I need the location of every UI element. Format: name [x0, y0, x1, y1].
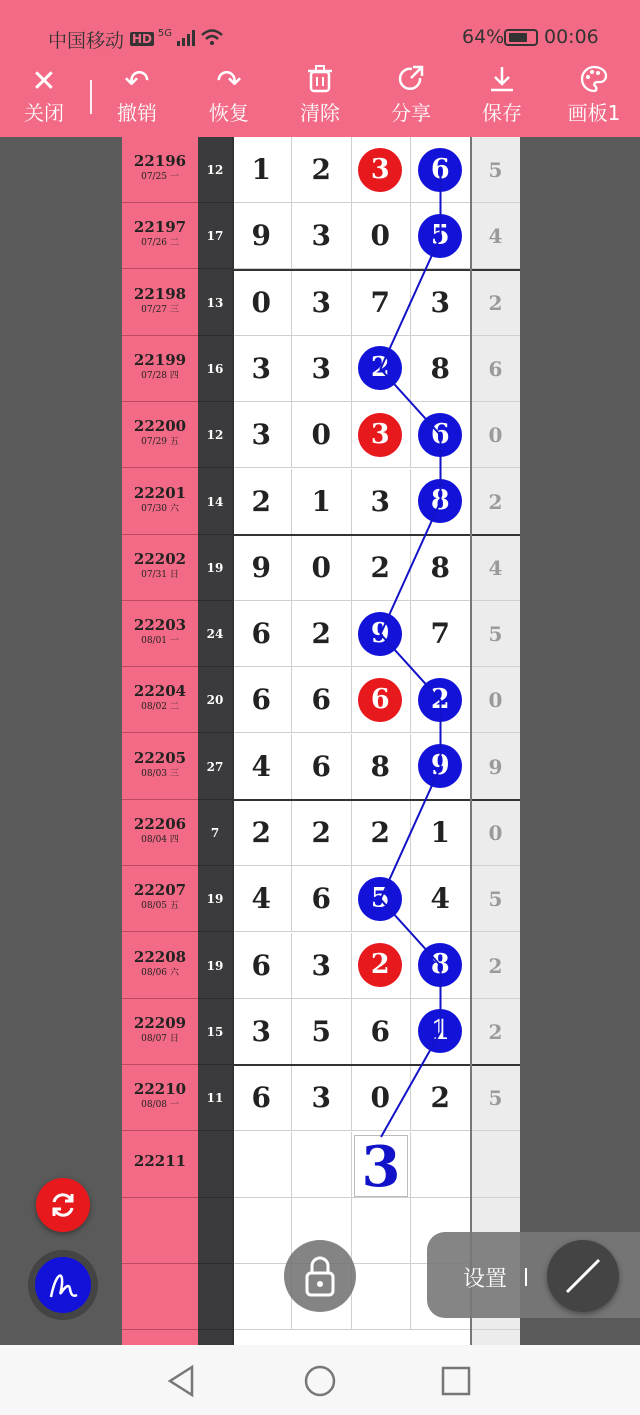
issue-cell: [122, 1132, 198, 1198]
digit-cell[interactable]: 2: [292, 601, 352, 667]
share-button[interactable]: [371, 64, 451, 134]
digit-cell[interactable]: 3: [232, 999, 292, 1065]
blue-ball: 5: [418, 214, 462, 258]
wifi-icon: [200, 28, 224, 46]
digit-cell[interactable]: 2: [351, 535, 411, 601]
issue-number: 22199: [133, 350, 187, 369]
clock: 00:06: [544, 26, 599, 48]
home-icon: [300, 1361, 340, 1401]
tail-cell: 2: [470, 469, 520, 535]
group-separator: [232, 269, 520, 271]
digit-cell[interactable]: 4: [411, 866, 471, 932]
table-row: [122, 866, 520, 932]
issue-cell: [122, 999, 198, 1065]
digit-cell[interactable]: 3: [292, 933, 352, 999]
digit-cell[interactable]: [411, 137, 471, 203]
carrier-name: 中国移动: [48, 30, 125, 52]
group-separator: [232, 1064, 520, 1066]
digit-cell[interactable]: [351, 601, 411, 667]
blue-ball: 9: [418, 744, 462, 788]
issue-cell: [122, 469, 198, 535]
issue-cell: [122, 336, 198, 402]
table-row: [122, 800, 520, 866]
tail-cell: [470, 1132, 520, 1198]
line-tool-icon: [547, 1240, 619, 1312]
pen-color-swatch: [35, 1257, 91, 1313]
issue-number: [122, 1198, 198, 1218]
digit-cell[interactable]: 3: [232, 336, 292, 402]
issue-cell: [122, 1065, 198, 1131]
digit-cell[interactable]: 0: [232, 270, 292, 336]
recents-icon: [436, 1361, 476, 1401]
issue-cell: [122, 601, 198, 667]
digit-cell[interactable]: 6: [232, 601, 292, 667]
sum-cell: [198, 1198, 232, 1264]
redo-label: 恢复: [209, 101, 249, 125]
group-separator: [232, 534, 520, 536]
issue-cell: [122, 667, 198, 733]
digit-cell[interactable]: 9: [232, 203, 292, 269]
palette-icon: [554, 64, 634, 100]
issue-cell: [122, 734, 198, 800]
group-separator: [232, 799, 520, 801]
back-icon: [162, 1361, 202, 1401]
digit-cell[interactable]: [232, 1264, 292, 1330]
issue-date: 08/04 四: [141, 835, 179, 845]
digit-cell[interactable]: 3: [411, 270, 471, 336]
blue-ball: 1: [418, 1009, 462, 1053]
red-ball: 3: [358, 413, 402, 457]
line-tool-button[interactable]: [547, 1240, 619, 1312]
blue-ball: 6: [418, 413, 462, 457]
issue-date: 08/05 五: [141, 901, 179, 912]
board-button[interactable]: [554, 64, 634, 134]
digit-cell[interactable]: 1: [232, 137, 292, 203]
digit-cell[interactable]: 9: [232, 535, 292, 601]
digit-cell[interactable]: 6: [232, 933, 292, 999]
digit-cell[interactable]: 3: [232, 402, 292, 468]
issue-number: 22202: [133, 549, 187, 568]
status-bar: [0, 0, 640, 60]
digit-cell[interactable]: [351, 402, 411, 468]
digit-cell[interactable]: [351, 933, 411, 999]
recents-button[interactable]: [436, 1361, 476, 1401]
digit-cell[interactable]: 3: [292, 270, 352, 336]
download-icon: [462, 64, 542, 100]
scribble-icon: [35, 1257, 91, 1313]
digit-cell[interactable]: 8: [411, 535, 471, 601]
grid-border-right: [470, 137, 472, 1345]
issue-date: 08/07 日: [141, 1033, 179, 1044]
sum-cell: 14: [198, 469, 232, 535]
issue-number: 22207: [133, 881, 187, 900]
tail-cell: 5: [470, 866, 520, 932]
issue-cell: [122, 535, 198, 601]
issue-number: 22209: [133, 1013, 187, 1032]
close-icon: ✕: [31, 64, 57, 99]
battery-percent: 64%: [462, 26, 505, 48]
refresh-icon: [48, 1190, 78, 1220]
sum-cell: 24: [198, 601, 232, 667]
undo-label: 撤销: [117, 101, 157, 125]
digit-cell[interactable]: 7: [351, 270, 411, 336]
digit-cell[interactable]: [232, 1198, 292, 1264]
digit-cell[interactable]: 4: [232, 734, 292, 800]
share-label: 分享: [391, 101, 431, 125]
tail-cell: 2: [470, 999, 520, 1065]
issue-number: 22201: [133, 483, 187, 502]
home-button[interactable]: [300, 1361, 340, 1401]
issue-cell: [122, 1264, 198, 1330]
network-indicator: [130, 28, 224, 46]
issue-date: 08/03 三: [141, 768, 179, 779]
digit-cell[interactable]: 6: [351, 999, 411, 1065]
top-bar: [0, 0, 640, 137]
digit-cell[interactable]: [411, 203, 471, 269]
undo-icon: ↶: [124, 64, 150, 99]
issue-date: 07/27 三: [141, 304, 179, 315]
tail-cell: 6: [470, 336, 520, 402]
sum-cell: [198, 1132, 232, 1198]
digit-cell[interactable]: [411, 1132, 471, 1198]
issue-number: 22198: [133, 284, 187, 303]
red-ball: 2: [358, 943, 402, 987]
table-row: [122, 667, 520, 733]
lock-button[interactable]: [284, 1240, 356, 1312]
digit-cell[interactable]: 4: [232, 866, 292, 932]
digit-cell[interactable]: 8: [351, 734, 411, 800]
digit-cell[interactable]: [411, 999, 471, 1065]
digit-cell[interactable]: [351, 1264, 411, 1330]
tail-cell: 5: [470, 137, 520, 203]
digit-cell[interactable]: 5: [292, 999, 352, 1065]
tail-cell: 4: [470, 535, 520, 601]
digit-cell[interactable]: 2: [232, 800, 292, 866]
tail-cell: 5: [470, 601, 520, 667]
blue-ball: 6: [418, 148, 462, 192]
clear-label: 清除: [300, 101, 340, 125]
battery-icon: [504, 29, 538, 46]
blue-ball: 5: [358, 877, 402, 921]
issue-cell: [122, 270, 198, 336]
digit-cell[interactable]: 0: [292, 402, 352, 468]
digit-cell[interactable]: [351, 667, 411, 733]
redo-icon: ↷: [216, 64, 242, 99]
issue-date: 08/06 六: [141, 967, 179, 978]
toolbar-divider: [90, 80, 92, 114]
digit-cell[interactable]: 0: [351, 203, 411, 269]
issue-number: 22205: [133, 748, 187, 767]
trash-icon: [280, 64, 360, 100]
digit-cell[interactable]: 1: [292, 469, 352, 535]
table-row: [122, 336, 520, 402]
issue-cell: [122, 203, 198, 269]
issue-cell: [122, 800, 198, 866]
undo-button[interactable]: [97, 64, 177, 134]
digit-cell[interactable]: [232, 1132, 292, 1198]
table-row: [122, 137, 520, 203]
digit-cell[interactable]: 3: [351, 469, 411, 535]
digit-cell[interactable]: 6: [292, 667, 352, 733]
issue-number: 22196: [133, 152, 187, 170]
tail-cell: 2: [470, 270, 520, 336]
issue-number: 22206: [133, 815, 187, 833]
digit-cell[interactable]: 6: [292, 866, 352, 932]
issue-cell: [122, 866, 198, 932]
signal-icon: [176, 30, 196, 46]
tail-cell: 2: [470, 933, 520, 999]
save-label: 保存: [482, 101, 522, 125]
close-label: 关闭: [24, 101, 64, 125]
clear-button[interactable]: [280, 64, 360, 134]
table-row: [122, 601, 520, 667]
tail-cell: 5: [470, 1065, 520, 1131]
sum-cell: 16: [198, 336, 232, 402]
issue-date: 08/02 二: [141, 702, 179, 713]
digit-cell[interactable]: [292, 1132, 352, 1198]
issue-date: 07/31 日: [141, 569, 179, 580]
share-icon: [371, 64, 451, 100]
digit-cell[interactable]: 2: [232, 469, 292, 535]
board-label: 画板1: [567, 101, 621, 125]
issue-number: [122, 1264, 198, 1284]
tail-cell: 0: [470, 667, 520, 733]
sum-cell: 12: [198, 137, 232, 203]
digit-cell[interactable]: [351, 866, 411, 932]
digit-cell[interactable]: 2: [351, 800, 411, 866]
table-row: [122, 933, 520, 999]
issue-cell: [122, 402, 198, 468]
sum-cell: 7: [198, 800, 232, 866]
trend-board[interactable]: [0, 137, 640, 1345]
system-nav-bar: [0, 1345, 640, 1415]
sum-cell: 19: [198, 933, 232, 999]
sum-cell: [198, 1264, 232, 1330]
digit-cell[interactable]: [351, 137, 411, 203]
lock-icon: [284, 1240, 356, 1312]
blue-ball: 9: [358, 612, 402, 656]
issue-date: 07/26 二: [141, 238, 179, 249]
issue-number: 22197: [133, 218, 187, 237]
issue-cell: [122, 933, 198, 999]
digit-cell[interactable]: 0: [292, 535, 352, 601]
digit-cell[interactable]: [351, 336, 411, 402]
digit-cell[interactable]: [411, 933, 471, 999]
blue-ball: 8: [418, 943, 462, 987]
prediction-digit[interactable]: 3: [354, 1135, 408, 1197]
table-row: [122, 999, 520, 1065]
pen-color-button[interactable]: [28, 1250, 98, 1320]
issue-cell: [122, 1198, 198, 1264]
blue-ball: 8: [418, 479, 462, 523]
table-row: [122, 402, 520, 468]
table-row: [122, 203, 520, 269]
sum-cell: 15: [198, 999, 232, 1065]
issue-number: 22208: [133, 947, 187, 966]
digit-cell[interactable]: 6: [292, 734, 352, 800]
digit-cell[interactable]: 3: [292, 336, 352, 402]
save-button[interactable]: [462, 64, 542, 134]
digit-cell[interactable]: 8: [411, 336, 471, 402]
table-row: [122, 535, 520, 601]
red-ball: 6: [358, 678, 402, 722]
digit-cell[interactable]: [351, 1198, 411, 1264]
net-type: 5G: [157, 28, 172, 39]
digit-cell[interactable]: 1: [411, 800, 471, 866]
sum-cell: 19: [198, 866, 232, 932]
digit-cell[interactable]: 7: [411, 601, 471, 667]
settings-button[interactable]: 设置: [463, 1267, 508, 1292]
digit-cell[interactable]: [411, 667, 471, 733]
sum-cell: 19: [198, 535, 232, 601]
sum-cell: 27: [198, 734, 232, 800]
refresh-button[interactable]: [36, 1178, 90, 1232]
back-button[interactable]: [162, 1361, 202, 1401]
issue-date: 07/29 五: [141, 437, 179, 448]
close-button[interactable]: [4, 64, 84, 134]
sum-cell: 20: [198, 667, 232, 733]
red-ball: 3: [358, 148, 402, 192]
digit-cell[interactable]: 6: [232, 1065, 292, 1131]
sum-cell: 17: [198, 203, 232, 269]
issue-date: 07/25 一: [141, 172, 179, 182]
issue-date: 08/08 一: [141, 1100, 179, 1111]
digit-cell[interactable]: 2: [292, 137, 352, 203]
digit-cell[interactable]: [411, 469, 471, 535]
issue-date: 07/30 六: [141, 503, 179, 514]
issue-number: 22210: [133, 1080, 187, 1099]
issue-date: 07/28 四: [141, 370, 179, 381]
issue-number: 22203: [133, 616, 187, 635]
hd-badge: HD: [132, 32, 153, 46]
settings-panel: [427, 1232, 640, 1318]
table-row: [122, 1065, 520, 1131]
blue-ball: 2: [418, 678, 462, 722]
blue-ball: 2: [358, 346, 402, 390]
sum-cell: 12: [198, 402, 232, 468]
table-row: [122, 1132, 520, 1198]
digit-cell[interactable]: 2: [292, 800, 352, 866]
digit-cell[interactable]: 3: [292, 1065, 352, 1131]
digit-cell[interactable]: 6: [232, 667, 292, 733]
digit-cell[interactable]: 3: [292, 203, 352, 269]
table-row: [122, 734, 520, 800]
settings-divider: [525, 1268, 527, 1286]
tail-cell: 4: [470, 203, 520, 269]
digit-cell[interactable]: [411, 402, 471, 468]
issue-number: 22200: [133, 417, 187, 436]
issue-date: 08/01 一: [141, 636, 179, 647]
tail-cell: 0: [470, 800, 520, 866]
tail-cell: 9: [470, 734, 520, 800]
digit-cell[interactable]: [411, 734, 471, 800]
table-row: [122, 270, 520, 336]
table-row: [122, 469, 520, 535]
issue-number: 22204: [133, 682, 187, 701]
grid-border-left: [232, 137, 234, 1345]
digit-cell[interactable]: 2: [411, 1065, 471, 1131]
issue-number: 22211: [133, 1151, 187, 1170]
redo-button[interactable]: [189, 64, 269, 134]
sum-cell: 13: [198, 270, 232, 336]
issue-cell: [122, 137, 198, 203]
tail-cell: 0: [470, 402, 520, 468]
sum-cell: 11: [198, 1065, 232, 1131]
digit-cell[interactable]: 0: [351, 1065, 411, 1131]
